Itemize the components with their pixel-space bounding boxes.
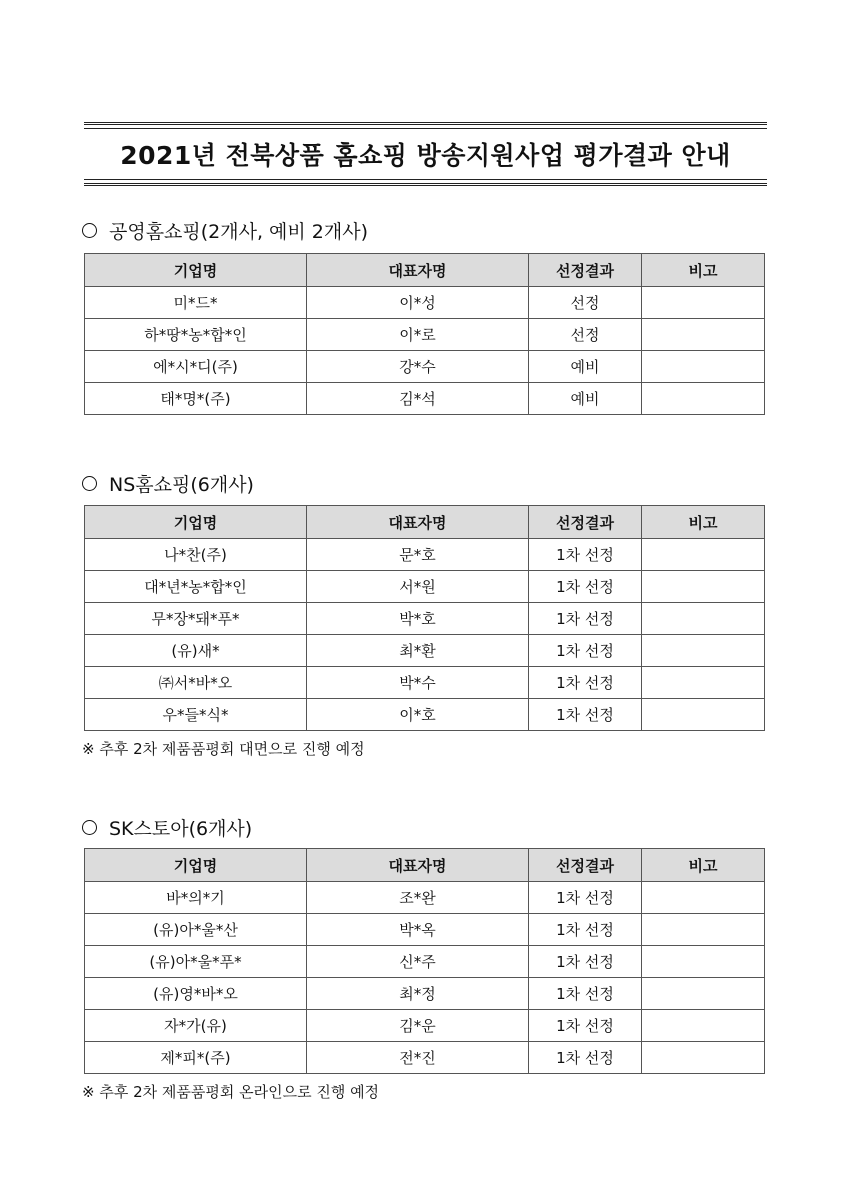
cell-result: 1차 선정	[529, 1010, 642, 1042]
table-row	[85, 319, 765, 351]
table-row	[85, 667, 765, 699]
cell-ceo: 조*완	[307, 882, 529, 914]
table-row	[85, 539, 765, 571]
table-header-row	[85, 849, 765, 882]
document-title-box	[84, 122, 767, 186]
cell-remarks	[642, 635, 765, 667]
result-table-3	[84, 848, 765, 1074]
section-heading-text: SK스토아(6개사)	[109, 818, 253, 840]
cell-ceo: 박*옥	[307, 914, 529, 946]
cell-company: 대*년*농*합*인	[85, 571, 307, 603]
cell-result: 예비	[529, 383, 642, 415]
cell-result: 1차 선정	[529, 1042, 642, 1074]
col-header-result: 선정결과	[529, 506, 642, 539]
cell-result: 1차 선정	[529, 571, 642, 603]
table-header-row	[85, 254, 765, 287]
result-table-2	[84, 505, 765, 731]
cell-remarks	[642, 914, 765, 946]
cell-ceo: 최*환	[307, 635, 529, 667]
table-row	[85, 882, 765, 914]
section-note-2: ※ 추후 2차 제품품평회 대면으로 진행 예정	[82, 740, 365, 758]
cell-ceo: 박*수	[307, 667, 529, 699]
cell-result: 1차 선정	[529, 882, 642, 914]
cell-remarks	[642, 1010, 765, 1042]
cell-remarks	[642, 383, 765, 415]
document-title: 2021년 전북상품 홈쇼핑 방송지원사업 평가결과 안내	[120, 141, 731, 170]
section-heading-text: NS홈쇼핑(6개사)	[109, 474, 254, 496]
cell-remarks	[642, 539, 765, 571]
cell-ceo: 문*호	[307, 539, 529, 571]
section-heading-text: 공영홈쇼핑(2개사, 예비 2개사)	[109, 221, 369, 243]
table-row	[85, 571, 765, 603]
cell-ceo: 이*로	[307, 319, 529, 351]
col-header-ceo: 대표자명	[307, 254, 529, 287]
table-header-row	[85, 506, 765, 539]
cell-ceo: 박*호	[307, 603, 529, 635]
cell-ceo: 전*진	[307, 1042, 529, 1074]
cell-remarks	[642, 1042, 765, 1074]
cell-result: 예비	[529, 351, 642, 383]
cell-company: 바*의*기	[85, 882, 307, 914]
cell-company: 제*피*(주)	[85, 1042, 307, 1074]
col-header-result: 선정결과	[529, 254, 642, 287]
table-row	[85, 1042, 765, 1074]
col-header-remarks: 비고	[642, 849, 765, 882]
circle-bullet-icon	[82, 476, 97, 491]
col-header-remarks: 비고	[642, 254, 765, 287]
cell-remarks	[642, 603, 765, 635]
table-row	[85, 287, 765, 319]
cell-result: 1차 선정	[529, 635, 642, 667]
cell-result: 1차 선정	[529, 978, 642, 1010]
cell-remarks	[642, 978, 765, 1010]
col-header-company: 기업명	[85, 506, 307, 539]
title-inner-rule-bottom	[84, 179, 767, 180]
col-header-ceo: 대표자명	[307, 506, 529, 539]
cell-remarks	[642, 351, 765, 383]
col-header-remarks: 비고	[642, 506, 765, 539]
circle-bullet-icon	[82, 223, 97, 238]
cell-company: (유)새*	[85, 635, 307, 667]
cell-result: 1차 선정	[529, 603, 642, 635]
cell-result: 선정	[529, 319, 642, 351]
cell-company: (유)아*울*푸*	[85, 946, 307, 978]
cell-remarks	[642, 319, 765, 351]
cell-ceo: 신*주	[307, 946, 529, 978]
col-header-ceo: 대표자명	[307, 849, 529, 882]
cell-remarks	[642, 287, 765, 319]
table-row	[85, 699, 765, 731]
cell-ceo: 김*운	[307, 1010, 529, 1042]
table-row	[85, 946, 765, 978]
section-note-3: ※ 추후 2차 제품품평회 온라인으로 진행 예정	[82, 1083, 380, 1101]
cell-company: ㈜서*바*오	[85, 667, 307, 699]
circle-bullet-icon	[82, 820, 97, 835]
cell-ceo: 이*호	[307, 699, 529, 731]
cell-ceo: 최*정	[307, 978, 529, 1010]
table-row	[85, 635, 765, 667]
table-row	[85, 351, 765, 383]
cell-result: 선정	[529, 287, 642, 319]
section-heading-2	[82, 470, 254, 497]
cell-result: 1차 선정	[529, 539, 642, 571]
cell-result: 1차 선정	[529, 914, 642, 946]
cell-result: 1차 선정	[529, 699, 642, 731]
cell-ceo: 서*원	[307, 571, 529, 603]
cell-remarks	[642, 571, 765, 603]
col-header-result: 선정결과	[529, 849, 642, 882]
cell-company: 미*드*	[85, 287, 307, 319]
col-header-company: 기업명	[85, 849, 307, 882]
cell-company: 태*명*(주)	[85, 383, 307, 415]
cell-company: (유)아*울*산	[85, 914, 307, 946]
cell-company: 에*시*디(주)	[85, 351, 307, 383]
table-row	[85, 978, 765, 1010]
cell-result: 1차 선정	[529, 667, 642, 699]
cell-company: (유)영*바*오	[85, 978, 307, 1010]
result-table-1	[84, 253, 765, 415]
col-header-company: 기업명	[85, 254, 307, 287]
section-heading-3	[82, 814, 252, 841]
cell-ceo: 이*성	[307, 287, 529, 319]
cell-company: 나*찬(주)	[85, 539, 307, 571]
table-row	[85, 603, 765, 635]
cell-company: 하*땅*농*합*인	[85, 319, 307, 351]
cell-remarks	[642, 946, 765, 978]
cell-result: 1차 선정	[529, 946, 642, 978]
table-row	[85, 914, 765, 946]
section-heading-1	[82, 217, 368, 244]
cell-company: 우*들*식*	[85, 699, 307, 731]
cell-remarks	[642, 667, 765, 699]
cell-remarks	[642, 699, 765, 731]
table-row	[85, 383, 765, 415]
cell-ceo: 김*석	[307, 383, 529, 415]
cell-company: 무*장*돼*푸*	[85, 603, 307, 635]
cell-company: 자*가(유)	[85, 1010, 307, 1042]
cell-remarks	[642, 882, 765, 914]
cell-ceo: 강*수	[307, 351, 529, 383]
table-row	[85, 1010, 765, 1042]
title-inner-rule-top	[84, 128, 767, 129]
